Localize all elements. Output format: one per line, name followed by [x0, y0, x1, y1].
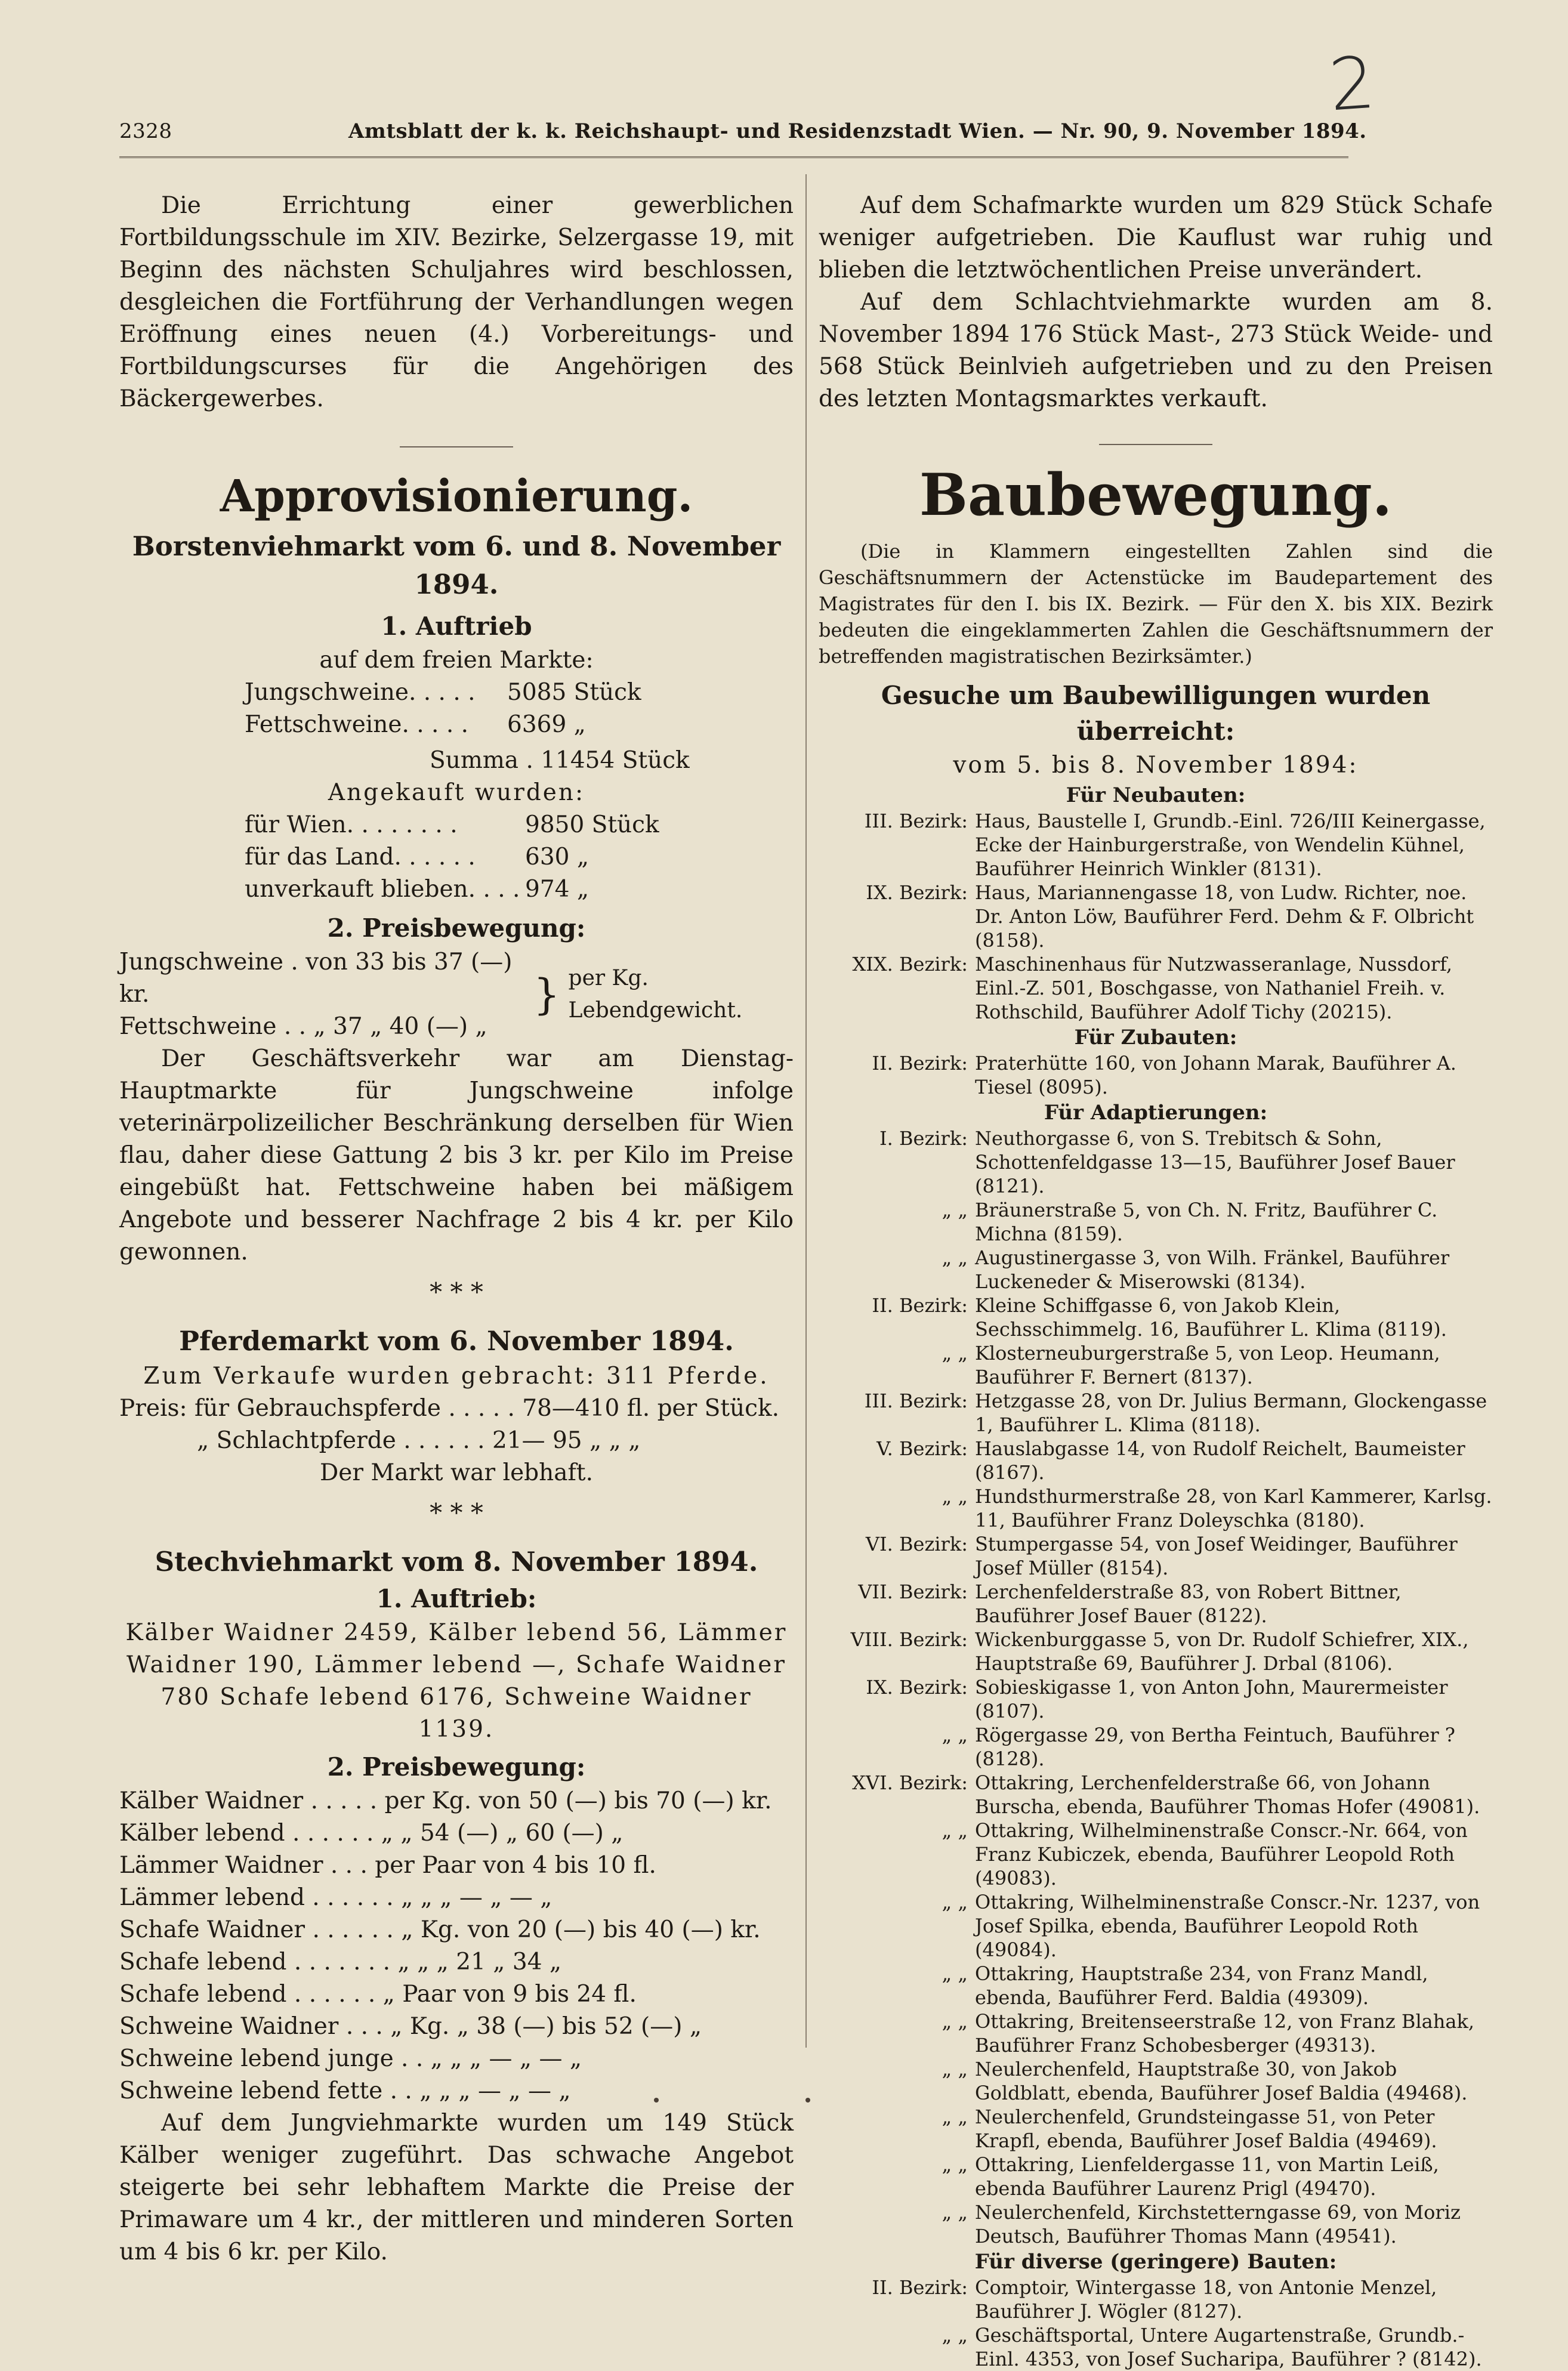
list-item: VII. Bezirk: Lerchenfelderstraße 83, von Robert Bittner, Bauführer Josef Bauer (8122). — [858, 1580, 1402, 1627]
table-row: unverkauft blieben . . . . 974 „ — [245, 876, 589, 903]
column-divider — [805, 174, 807, 2048]
group-title-neubauten: Für Neubauten: — [1066, 783, 1246, 807]
table-row: für Wien . . . . . . . . 9850 Stück — [245, 811, 659, 838]
punch-mark — [805, 2098, 810, 2103]
group-title-adaptierungen: Für Adaptierungen: — [1044, 1101, 1268, 1125]
date-range: vom 5. bis 8. November 1894: — [953, 752, 1359, 779]
list-item: „ „ Bräunerstraße 5, von Ch. N. Fritz, Bauführer C. Michna (8159). — [942, 1199, 1438, 1245]
list-item: „ „ Ottakring, Breitenseerstraße 12, von Franz Blahak, Bauführer Franz Schobesberger (49313). — [942, 2010, 1474, 2057]
table-row: Schafe Waidner . . . . . . „ Kg. von 20 (—) bis 40 (—) kr. — [119, 1916, 761, 1943]
pferde-line: Preis: für Gebrauchspferde . . . . . 78—410 fl. per Stück. — [119, 1395, 780, 1422]
table-row: Jungschweine . . . . . 5085 Stück — [245, 679, 641, 706]
brace: } — [533, 970, 560, 1019]
angekauft-table — [119, 809, 662, 906]
gesuche-heading: Gesuche um Baubewilligungen wurden überreicht: — [881, 681, 1431, 746]
section-title: Approvisionierung. — [220, 471, 693, 522]
list-item: „ „ Ottakring, Wilhelminenstraße Conscr.-Nr. 664, von Franz Kubiczek, ebenda, Bauführer Leopold Roth (49083). — [942, 1819, 1468, 1890]
table-row: Lämmer Waidner . . . per Paar von 4 bis 10 fl. — [119, 1852, 656, 1879]
borsten-sub1b: auf dem freien Markte: — [319, 647, 594, 674]
list-item: „ „ Neulerchenfeld, Hauptstraße 30, von Jakob Goldblatt, ebenda, Bauführer Josef Baldia (49468). — [942, 2058, 1468, 2104]
handwritten-page-mark: 2 — [1326, 41, 1378, 128]
list-item: „ „ Ottakring, Wilhelminenstraße Conscr.-Nr. 1237, von Josef Spilka, ebenda, Bauführer Leopold Roth (49084). — [942, 1891, 1480, 1961]
list-item: V. Bezirk: Hauslabgasse 14, von Rudolf Reichelt, Baumeister (8167). — [876, 1437, 1465, 1484]
borsten-paragraph: Der Geschäftsverkehr war am Dienstag-Hauptmarkte für Jungschweine infolge veterinärpolizeilicher Beschränkung derselben für Wien flau, daher diese Gattung 2 bis 3 kr. per Kilo im Preise eingebüßt hat. Fettschweine haben bei mäßigem Angebote und besserer Nachfrage 2 bis 4 kr. per Kilo gewonnen. — [119, 1045, 794, 1265]
borsten-sub1: 1. Auftrieb — [381, 612, 532, 641]
separator-stars: * * * — [430, 1498, 483, 1527]
list-item: VI. Bezirk: Stumpergasse 54, von Josef Weidinger, Bauführer Josef Müller (8154). — [865, 1533, 1458, 1579]
list-item: VIII. Bezirk: Wickenburggasse 5, von Dr. Rudolf Schiefrer, XIX., Hauptstraße 69, Bauführer J. Drbal (8106). — [850, 1628, 1469, 1675]
list-item: „ „ Augustinergasse 3, von Wilh. Fränkel, Bauführer Luckeneder & Miserowski (8134). — [942, 1246, 1450, 1293]
list-item: „ „ Rögergasse 29, von Bertha Feintuch, Bauführer ? (8128). — [942, 1724, 1455, 1770]
header-rule — [119, 156, 1348, 158]
table-row: Kälber lebend . . . . . . „ „ 54 (—) „ 60 (—) „ — [119, 1820, 624, 1847]
list-item: IX. Bezirk: Sobieskigasse 1, von Anton John, Maurermeister (8107). — [866, 1676, 1448, 1722]
baubewegung-title: Baubewegung. — [919, 461, 1393, 529]
stech-sub1: 1. Auftrieb: — [376, 1584, 537, 1613]
group-title-zubauten: Für Zubauten: — [1074, 1026, 1237, 1049]
borsten-sub2: 2. Preisbewegung: — [327, 913, 586, 943]
summa-line: Summa . 11454 Stück — [430, 747, 690, 774]
stech-title: Stechviehmarkt vom 8. November 1894. — [155, 1546, 758, 1577]
left-column — [119, 190, 794, 2268]
schlachtvieh-paragraph: Auf dem Schlachtviehmarkte wurden am 8. November 1894 176 Stück Mast-, 273 Stück Weide- und 568 Stück Beinlvieh aufgetrieben und zu den Preisen des letzten Montagsmarktes verkauft. — [819, 289, 1493, 412]
table-row: Schafe lebend . . . . . . . „ „ „ 21 „ 34 „ — [119, 1949, 562, 1975]
baubewegung-note: (Die in Klammern eingestellten Zahlen sind die Geschäftsnummern der Actenstücke im Baudepartement des Magistrates für den I. bis IX. Bezirk. — Für den X. bis XIX. Bezirk bedeuten die eingeklammerten Zahlen die Geschäftsnummern der betreffenden magistratischen Bezirksämter.) — [819, 540, 1493, 668]
stech-price-table — [119, 1785, 794, 2107]
table-row: Schweine lebend junge . . „ „ „ — „ — „ — [119, 2045, 582, 2072]
stech-auftrieb: Kälber Waidner 2459, Kälber lebend 56, Lämmer Waidner 190, Lämmer lebend —, Schafe Waidner 780 Schafe lebend 6176, Schweine Waidner 1139. — [125, 1619, 788, 1743]
price-line: Fettschweine . . „ 37 „ 40 (—) „ — [119, 1013, 487, 1040]
list-item: II. Bezirk: Comptoir, Wintergasse 18, von Antonie Menzel, Bauführer J. Wögler (8127). — [872, 2276, 1437, 2323]
right-column — [819, 190, 1493, 2371]
list-item: III. Bezirk: Haus, Baustelle I, Grundb.-Einl. 726/III Keinergasse, Ecke der Hainburgerstraße, von Wendelin Kühnel, Bauführer Heinrich Winkler (8131). — [864, 810, 1486, 880]
pferde-line: Der Markt war lebhaft. — [320, 1459, 593, 1486]
list-item: „ „ Hundsthurmerstraße 28, von Karl Kammerer, Karlsg. 11, Bauführer Franz Doleyschka (8180). — [942, 1485, 1492, 1532]
intro-paragraph: Die Errichtung einer gewerblichen Fortbildungsschule im XIV. Bezirke, Selzergasse 19, mit Beginn des nächsten Schuljahres wird beschlossen, desgleichen die Fortführung der Verhandlungen wegen Eröffnung eines neuen (4.) Vorbereitungs- und Fortbildungscurses für die Angehörigen des Bäckergewerbes. — [119, 192, 794, 412]
table-row: Fettschweine . . . . . 6369 „ — [245, 711, 586, 738]
auftrieb-table — [119, 677, 662, 741]
list-item: II. Bezirk: Kleine Schiffgasse 6, von Jakob Klein, Sechsschimmelg. 16, Bauführer L. Klima (8119). — [872, 1294, 1447, 1341]
table-row: Lämmer lebend . . . . . . „ „ „ — „ — „ — [119, 1884, 552, 1911]
pferde-line: „ Schlachtpferde . . . . . . 21— 95 „ „ „ — [197, 1427, 641, 1454]
pferde-line: Zum Verkaufe wurden gebracht: 311 Pferde. — [143, 1363, 770, 1390]
list-item: XVI. Bezirk: Ottakring, Lerchenfelderstraße 66, von Johann Burscha, ebenda, Bauführer Thomas Hofer (49081). — [852, 1771, 1480, 1818]
table-row: Schweine lebend fette . . „ „ „ — „ — „ — [119, 2077, 571, 2104]
table-row: Schweine Waidner . . . „ Kg. „ 38 (—) bis 52 (—) „ — [119, 2013, 702, 2040]
separator-stars: * * * — [430, 1277, 483, 1307]
list-item: IX. Bezirk: Haus, Mariannengasse 18, von Ludw. Richter, noe. Dr. Anton Löw, Bauführer Ferd. Dehm & F. Olbricht (8158). — [866, 881, 1474, 952]
stech-paragraph: Auf dem Jungviehmarkte wurden um 149 Stück Kälber weniger zugeführt. Das schwache Angebot steigerte bei sehr lebhaftem Markte die Preise der Primaware um 4 kr., der mittleren und minderen Sorten um 4 bis 6 kr. per Kilo. — [119, 2110, 794, 2265]
header-title: Amtsblatt der k. k. Reichshaupt- und Residenzstadt Wien. — Nr. 90, 9. November 1894. — [348, 119, 1367, 143]
stech-sub2: 2. Preisbewegung: — [327, 1752, 586, 1782]
list-item: XIX. Bezirk: Maschinenhaus für Nutzwasseranlage, Nussdorf, Einl.-Z. 501, Boschgasse, von Nathaniel Freih. v. Rothschild, Bauführer Adolf Tichy (20215). — [852, 953, 1453, 1023]
group-title-diverse: Für diverse (geringere) Bauten: — [974, 2250, 1337, 2274]
list-item: III. Bezirk: Hetzgasse 28, von Dr. Julius Bermann, Glockengasse 1, Bauführer L. Klima (8118). — [864, 1390, 1487, 1436]
punch-mark — [654, 2098, 659, 2103]
page-number: 2328 — [119, 119, 172, 143]
list-item: „ „ Klosterneuburgerstraße 5, von Leop. Heumann, Bauführer F. Bernert (8137). — [942, 1342, 1440, 1388]
price-note: per Kg. Lebendgewicht. — [568, 966, 743, 1023]
list-item: „ „ Geschäftsportal, Untere Augartenstraße, Grundb.-Einl. 4353, von Josef Sucharipa, Bauführer ? (8142). — [942, 2324, 1482, 2370]
list-item: I. Bezirk: Neuthorgasse 6, von S. Trebitsch & Sohn, Schottenfeldgasse 13—15, Bauführer Josef Bauer (8121). — [879, 1127, 1455, 1197]
borsten-title: Borstenviehmarkt vom 6. und 8. November 1894. — [132, 530, 781, 600]
list-item: „ „ Ottakring, Lienfeldergasse 11, von Martin Leiß, ebenda Bauführer Laurenz Prigl (49470). — [942, 2153, 1439, 2200]
pferde-title: Pferdemarkt vom 6. November 1894. — [179, 1325, 734, 1357]
table-row: für das Land . . . . . . 630 „ — [245, 844, 589, 870]
price-block — [119, 946, 794, 1043]
table-row: Schafe lebend . . . . . . „ Paar von 9 bis 24 fl. — [119, 1981, 637, 2008]
list-item: „ „ Neulerchenfeld, Grundsteingasse 51, von Peter Krapfl, ebenda, Bauführer Josef Baldia (49469). — [942, 2106, 1437, 2152]
angekauft-label: Angekauft wurden: — [328, 779, 585, 806]
list-item: II. Bezirk: Praterhütte 160, von Johann Marak, Bauführer A. Tiesel (8095). — [872, 1052, 1456, 1098]
table-row: Kälber Waidner . . . . . per Kg. von 50 (—) bis 70 (—) kr. — [119, 1787, 772, 1814]
schafmarkt-paragraph: Auf dem Schafmarkte wurden um 829 Stück Schafe weniger aufgetrieben. Die Kauflust war ruhig und blieben die letztwöchentlichen Preise unverändert. — [819, 192, 1493, 283]
list-item: „ „ Neulerchenfeld, Kirchstetterngasse 69, von Moriz Deutsch, Bauführer Thomas Mann (49541). — [942, 2201, 1461, 2247]
price-line: Jungschweine . von 33 bis 37 (—) kr. — [119, 949, 513, 1008]
list-item: „ „ Ottakring, Hauptstraße 234, von Franz Mandl, ebenda, Bauführer Ferd. Baldia (49309). — [942, 1962, 1428, 2009]
